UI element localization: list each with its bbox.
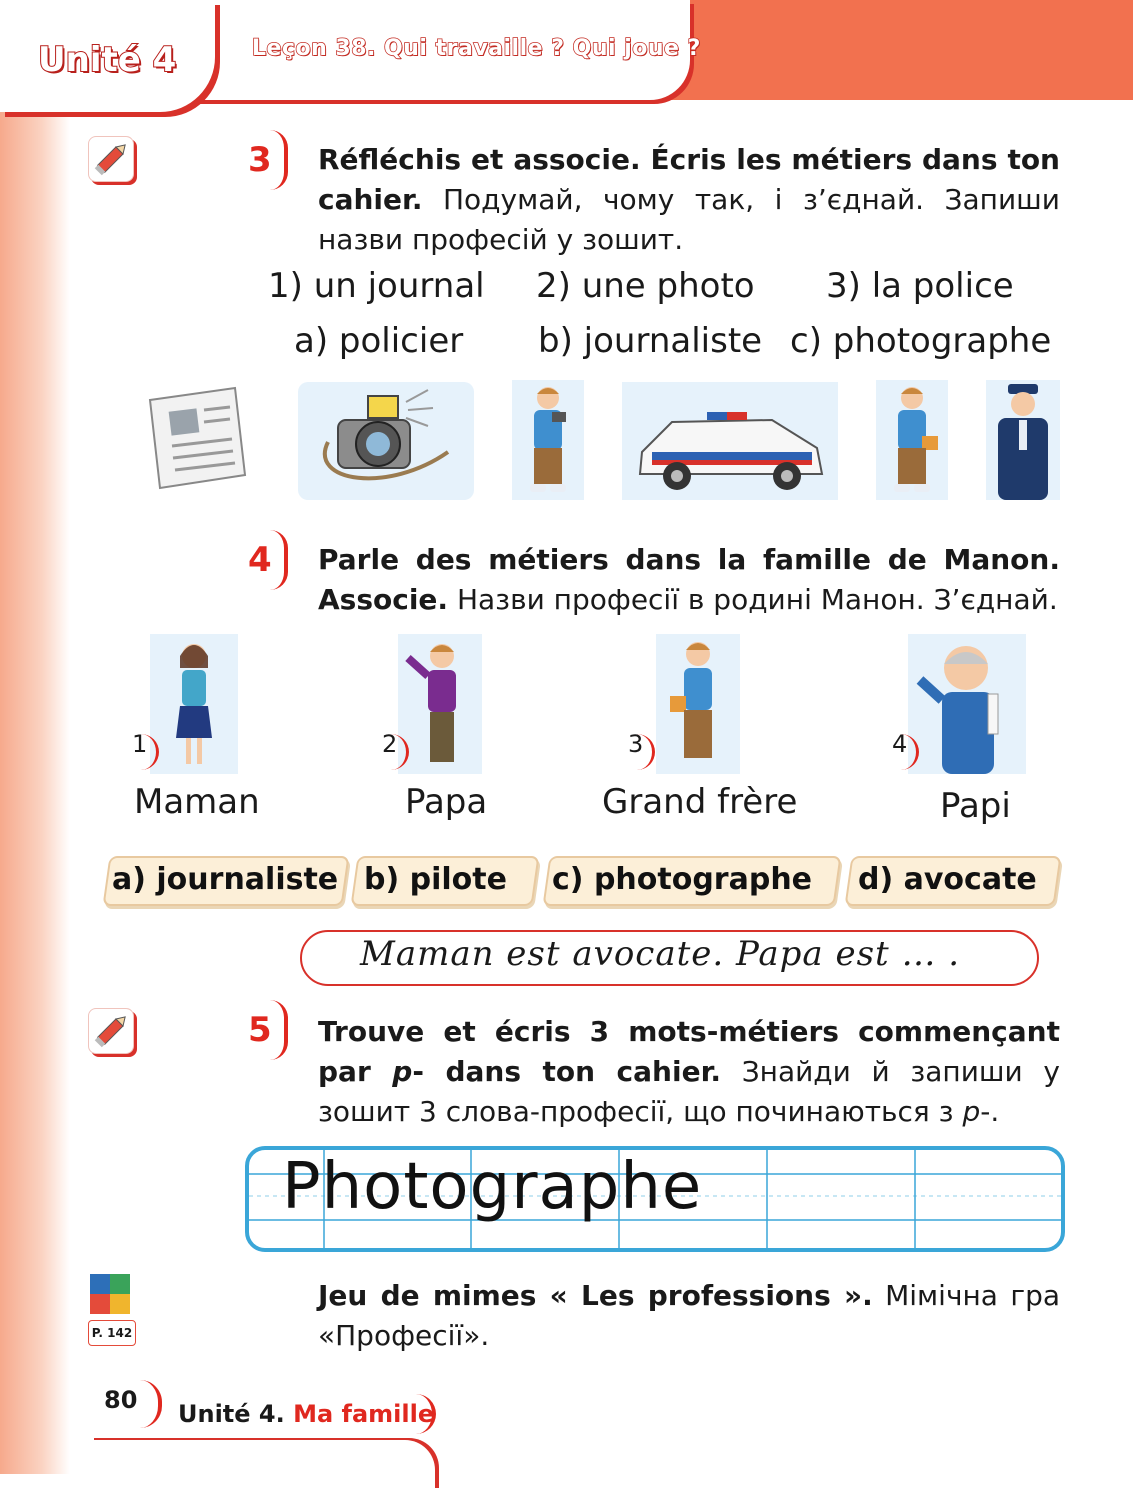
exercise-5-translation-italic: p [962,1095,981,1128]
answer-a: a) journaliste [112,862,339,897]
game-instruction [318,1276,1060,1356]
ex3-item-1: 1) un journal [268,266,485,306]
person-1-number: 1 [132,730,148,758]
game-translation: Мімічна гра «Професії». [318,1279,1060,1352]
ex3-item-2: 2) une photo [536,266,755,306]
answer-d: d) avocate [858,862,1037,897]
ex3-option-b: b) journaliste [538,321,763,361]
pencil-icon [88,136,134,182]
exercise-5-instruction [318,1012,1060,1132]
unit-title: Unité 4 [38,40,177,80]
exercise-5-bold-italic: p [392,1055,413,1088]
newspaper-icon [140,380,250,495]
footer-unit: Unité 4. [178,1400,285,1428]
page-number: 80 [104,1386,138,1414]
pencil-icon [88,1008,134,1054]
journalist-boy-icon [876,380,948,500]
exercise-3-number: 3 [248,140,272,180]
lesson-title: Leçon 38. Qui travaille ? Qui joue ? [252,36,701,61]
maman-icon [150,634,238,774]
exercise-3-translation: Подумай, чому так, і з’єднай. Запиши назви професій у зошит. [318,183,1060,256]
person-4-name: Papi [940,786,1011,826]
camera-icon [298,382,474,500]
exercise-4-number: 4 [248,540,272,580]
exercise-5-translation: Знайди й запиши у зошит 3 слова-професії, що починаються з [318,1055,1060,1128]
dice-blocks-icon [88,1272,132,1316]
exercise-5-number: 5 [248,1010,272,1050]
person-4-number: 4 [892,730,908,758]
footer-tab [90,1440,435,1490]
exercise-4-bold: Parle des métiers dans la famille de Manon. Associe. [318,543,1060,616]
person-1-name: Maman [134,782,260,822]
person-2-name: Papa [405,782,488,822]
speech-bubble-text: Maman est avocate. Papa est … . [360,934,961,974]
footer-text [178,1400,434,1428]
footer-bracket [140,1380,162,1428]
person-3-name: Grand frère [602,782,798,822]
photographer-boy-icon [512,380,584,500]
exercise-5-bold-1: Trouve et écris 3 mots-métiers commençant par [318,1015,1060,1088]
handwriting-example: Photographe [282,1150,703,1224]
page-reference: P. 142 [88,1320,136,1346]
person-3-bracket [622,734,655,770]
police-car-icon [622,382,838,500]
exercise-3-bracket [270,130,288,190]
policeman-icon [986,380,1060,500]
papa-icon [398,634,482,774]
person-3-number: 3 [628,730,644,758]
exercise-3-bold: Réfléchis et associe. Écris les métiers dans ton cahier. [318,143,1060,216]
game-title: Jeu de mimes « Les professions ». [318,1279,873,1312]
exercise-5-bold-2: - dans ton cahier. [412,1055,722,1088]
ex3-option-a: a) policier [294,321,464,361]
exercise-5-bracket [270,1000,288,1060]
left-decor-band [0,0,70,1474]
exercise-5-translation-end: -. [980,1095,1000,1128]
exercise-3-instruction [318,140,1060,260]
footer-title: Ma famille [293,1400,435,1428]
exercise-4-translation: Назви професії в родині Манон. З’єднай. [448,583,1058,616]
grand-frere-icon [656,634,740,774]
papi-icon [908,634,1026,774]
answer-b: b) pilote [364,862,507,897]
answer-c: c) photographe [552,862,813,897]
ex3-item-3: 3) la police [826,266,1014,306]
ex3-option-c: c) photographe [790,321,1052,361]
exercise-4-bracket [270,530,288,590]
person-2-number: 2 [382,730,398,758]
exercise-4-instruction [318,540,1060,620]
